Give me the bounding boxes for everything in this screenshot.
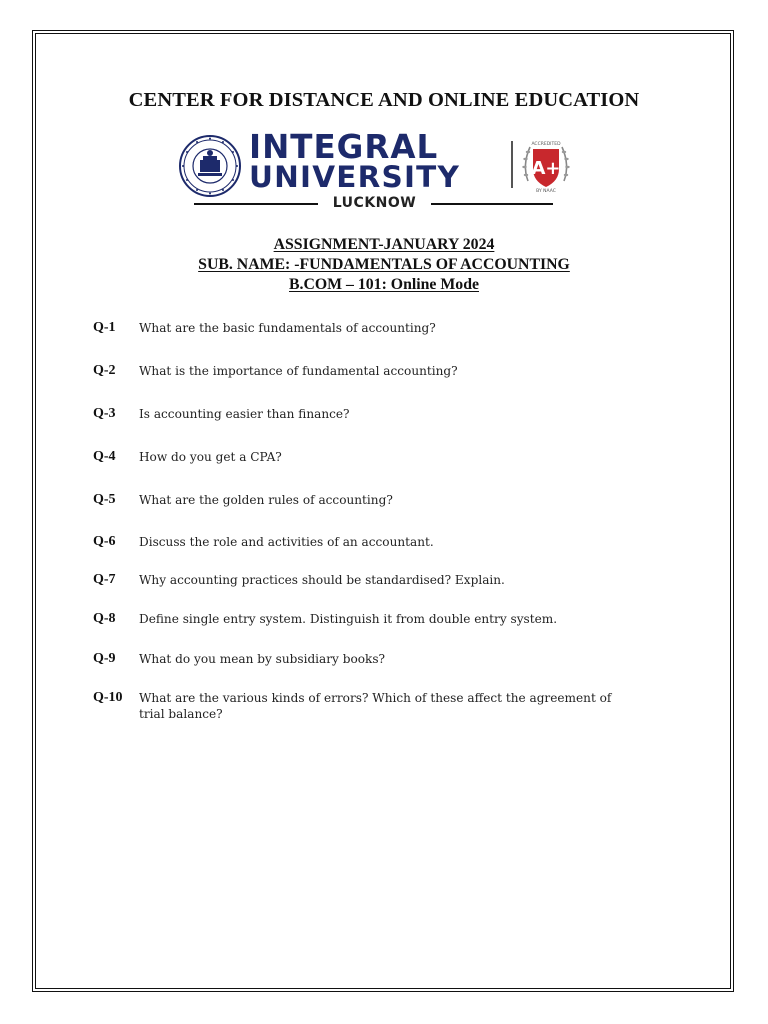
question-number: Q-4 [93, 449, 116, 464]
question-text: What is the importance of fundamental accounting? [139, 364, 458, 378]
course-heading: B.COM – 101: Online Mode [289, 276, 479, 293]
university-seal-icon [178, 134, 242, 198]
naac-badge-icon [518, 137, 574, 193]
question-text: Define single entry system. Distinguish it from double entry system. [139, 612, 558, 626]
badge-bottom-text: BY NAAC [536, 189, 556, 193]
logo-wordmark-university: UNIVERSITY [249, 160, 461, 194]
question-number: Q-7 [93, 572, 116, 587]
question-text: What do you mean by subsidiary books? [139, 652, 386, 666]
question-number: Q-2 [93, 363, 116, 378]
question-text: Why accounting practices should be standardised? Explain. [139, 573, 505, 587]
logo-city: LUCKNOW [332, 195, 417, 211]
question-text: What are the golden rules of accounting? [139, 493, 393, 507]
subject-heading: SUB. NAME: -FUNDAMENTALS OF ACCOUNTING [198, 256, 570, 273]
assignment-heading: ASSIGNMENT-JANUARY 2024 [273, 236, 495, 253]
question-text: What are the various kinds of errors? Which of these affect the agreement of trial balance? [139, 691, 612, 721]
question-text: Discuss the role and activities of an accountant. [139, 535, 434, 549]
question-number: Q-5 [93, 492, 116, 507]
badge-top-text: ACCREDITED [531, 142, 561, 147]
question-text: How do you get a CPA? [139, 450, 282, 464]
logo-rule-left [194, 203, 318, 205]
question-number: Q-9 [93, 651, 116, 666]
logo-divider [511, 141, 513, 188]
badge-grade: A+ [531, 158, 561, 179]
question-text: What are the basic fundamentals of accounting? [139, 321, 436, 335]
question-number: Q-3 [93, 406, 116, 421]
university-logo [178, 128, 578, 215]
question-number: Q-6 [93, 534, 116, 549]
question-text: Is accounting easier than finance? [139, 407, 350, 421]
center-title: CENTER FOR DISTANCE AND ONLINE EDUCATION [128, 89, 640, 111]
logo-wordmark-integral: INTEGRAL [249, 128, 439, 166]
question-number: Q-8 [93, 611, 116, 626]
logo-rule-right [431, 203, 553, 205]
question-number: Q-1 [93, 320, 116, 335]
question-number: Q-10 [93, 690, 123, 705]
